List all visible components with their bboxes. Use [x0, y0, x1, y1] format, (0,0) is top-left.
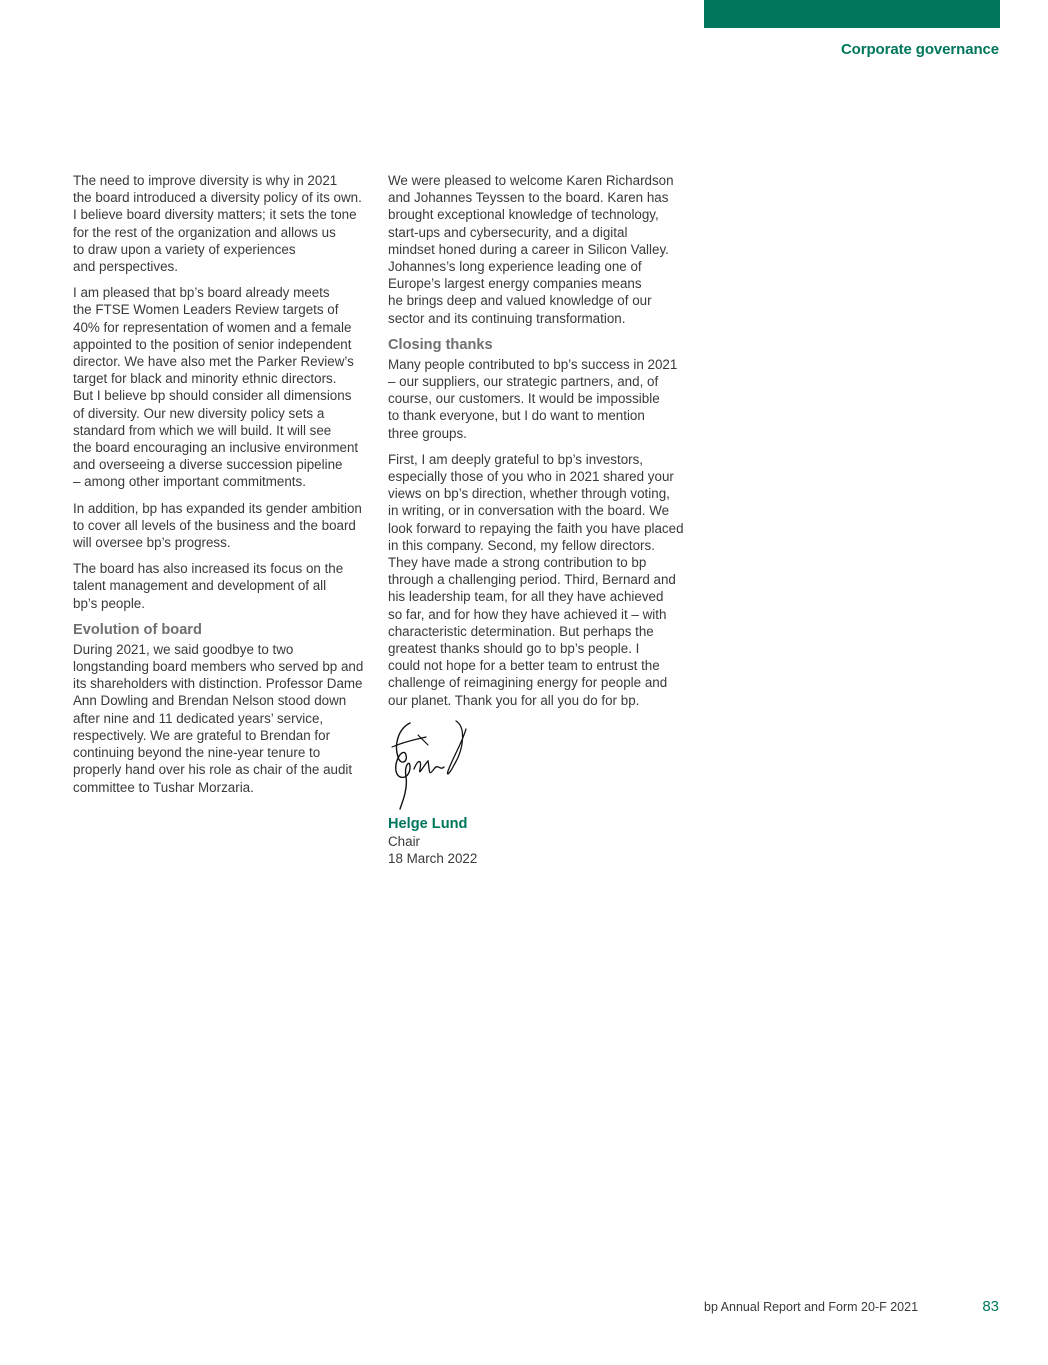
paragraph: Many people contributed to bp’s success in 2021 – our suppliers, our strategic partners, and, of course, our customers. It would be impossible to thank everyone, but I do want to mention three groups. [388, 356, 678, 441]
header-accent-bar [704, 0, 1000, 28]
left-column [73, 172, 373, 805]
right-column [388, 172, 688, 867]
paragraph: During 2021, we said goodbye to two longstanding board members who served bp and its shareholders with distinction. Professor Dame Ann Dowling and Brendan Nelson stood down after nine and 11 dedicated years’ service, respectively. We are grateful to Brendan for continuing beyond the nine-year tenure to properly hand over his role as chair of the audit committee to Tushar Morzaria. [73, 641, 364, 795]
section-heading: Closing thanks [388, 336, 493, 353]
section-heading: Evolution of board [73, 621, 202, 638]
paragraph: I am pleased that bp’s board already meets the FTSE Women Leaders Review targets of 40% for representation of women and a female appointed to the position of senior independent director. We have also met the Parker Review’s target for black and minority ethnic directors. But I believe bp should consider all dimensions of diversity. Our new diversity policy sets a standard from which we will build. It will see the board encouraging an inclusive environment and overseeing a diverse succession pipeline – among other important commitments. [73, 285, 359, 490]
signatory-name: Helge Lund [388, 815, 468, 832]
page-number: 83 [982, 1298, 999, 1315]
footer-report-title: bp Annual Report and Form 20-F 2021 [704, 1300, 919, 1314]
paragraph: In addition, bp has expanded its gender ambition to cover all levels of the business and the board will oversee bp’s progress. [73, 500, 362, 551]
paragraph: We were pleased to welcome Karen Richardson and Johannes Teyssen to the board. Karen has brought exceptional knowledge of technology, start-ups and cybersecurity, and a digital mindset honed during a career in Silicon Valley. Johannes’s long experience leading one of Europe’s largest energy companies means he brings deep and valued knowledge of our sector and its continuing transformation. [388, 173, 674, 326]
signatory-role: Chair [388, 833, 420, 849]
section-title: Corporate governance [840, 41, 999, 58]
signature-image [388, 719, 478, 811]
paragraph: The board has also increased its focus on the talent management and development of all bp’s people. [73, 561, 344, 611]
paragraph: First, I am deeply grateful to bp’s investors, especially those of you who in 2021 shared your views on bp’s direction, whether through voting, in writing, or in conversation with the board. We look forward to repaying the faith you have placed in this company. Second, my fellow directors. They have made a strong contribution to bp through a challenging period. Third, Bernard and his leadership team, for all they have achieved so far, and for how they have achieved it – with characteristic determination. But perhaps the greatest thanks should go to bp’s people. I could not hope for a better team to entrust the challenge of reimagining energy for people and our planet. Thank you for all you do for bp. [388, 451, 684, 708]
signature-date: 18 March 2022 [388, 851, 478, 867]
paragraph: The need to improve diversity is why in 2021 the board introduced a diversity policy of its own. I believe board diversity matters; it sets the tone for the rest of the organization and allows us to draw upon a variety of experiences and perspectives. [73, 173, 362, 275]
